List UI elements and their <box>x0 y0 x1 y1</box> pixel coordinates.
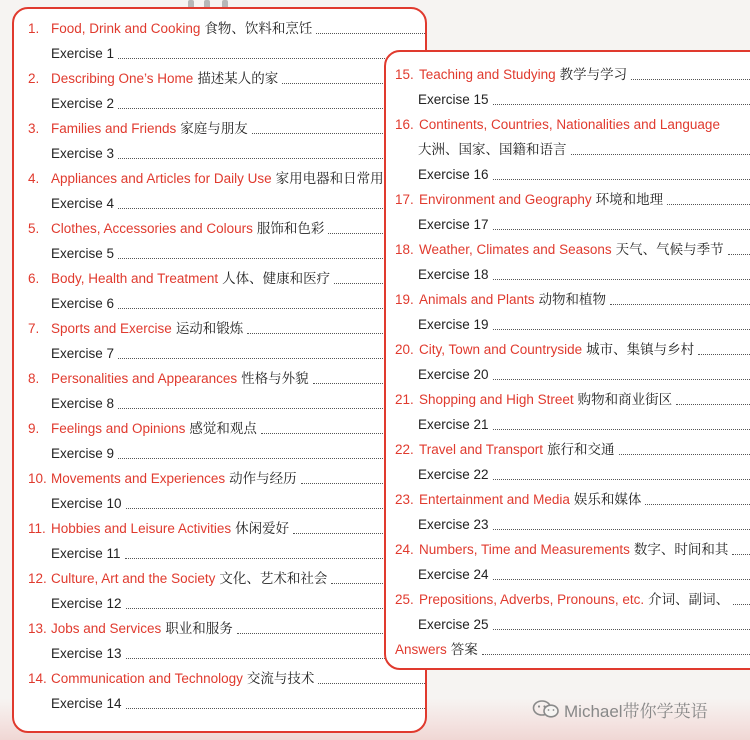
exercise-label: Exercise 24 <box>418 567 489 582</box>
leader-dots <box>733 603 750 605</box>
chapter-number: 23. <box>395 492 414 507</box>
toc-exercise-entry[interactable] <box>14 291 425 316</box>
leader-dots <box>728 253 750 255</box>
chapter-title-zh: 天气、气候与季节 <box>615 242 724 257</box>
chapter-number: 14. <box>28 671 47 686</box>
exercise-label: Exercise 13 <box>51 646 122 661</box>
leader-dots <box>493 378 750 380</box>
toc-exercise-entry[interactable] <box>14 691 425 716</box>
toc-entry[interactable] <box>386 62 750 87</box>
exercise-label: Exercise 3 <box>51 146 115 161</box>
toc-exercise-entry[interactable] <box>386 212 750 237</box>
exercise-label: Exercise 14 <box>51 696 122 711</box>
chapter-title: Feelings and Opinions <box>51 421 186 436</box>
chapter-title: Families and Friends <box>51 121 177 136</box>
toc-exercise-entry[interactable] <box>14 641 425 666</box>
leader-dots <box>118 457 425 459</box>
toc-exercise-entry[interactable] <box>14 341 425 366</box>
toc-exercise-entry[interactable] <box>14 441 425 466</box>
chapter-title: Movements and Experiences <box>51 471 226 486</box>
leader-dots <box>493 578 750 580</box>
chapter-title: Environment and Geography <box>419 192 592 207</box>
toc-entry[interactable] <box>14 316 425 341</box>
toc-entry[interactable] <box>386 187 750 212</box>
toc-entry[interactable] <box>14 616 425 641</box>
leader-dots <box>732 553 750 555</box>
exercise-label: Exercise 19 <box>418 317 489 332</box>
leader-dots <box>126 507 425 509</box>
chapter-title-zh: 交流与技术 <box>246 671 315 686</box>
toc-exercise-entry[interactable] <box>14 541 425 566</box>
chapter-title: Culture, Art and the Society <box>51 571 216 586</box>
chapter-number: 1. <box>28 21 40 36</box>
chapter-title: Teaching and Studying <box>419 67 556 82</box>
leader-dots <box>316 32 425 34</box>
leader-dots <box>493 528 750 530</box>
exercise-label: Exercise 12 <box>51 596 122 611</box>
chapter-number: 2. <box>28 71 40 86</box>
chapter-number: 21. <box>395 392 414 407</box>
toc-page-left <box>12 7 427 733</box>
toc-exercise-entry[interactable] <box>386 562 750 587</box>
chapter-number: 13. <box>28 621 47 636</box>
leader-dots <box>493 178 750 180</box>
toc-entry[interactable] <box>14 166 425 191</box>
leader-dots <box>619 453 750 455</box>
leader-dots <box>318 682 425 684</box>
toc-exercise-entry[interactable] <box>386 512 750 537</box>
toc-exercise-entry[interactable] <box>386 412 750 437</box>
leader-dots <box>118 107 425 109</box>
toc-exercise-entry[interactable] <box>386 262 750 287</box>
toc-entry[interactable] <box>14 16 425 41</box>
leader-dots <box>645 503 750 505</box>
toc-entry[interactable] <box>386 387 750 412</box>
exercise-label: Exercise 23 <box>418 517 489 532</box>
chapter-title: Weather, Climates and Seasons <box>419 242 612 257</box>
chapter-number: 18. <box>395 242 414 257</box>
toc-exercise-entry[interactable] <box>14 591 425 616</box>
chapter-title: Personalities and Appearances <box>51 371 238 386</box>
chapter-title: Clothes, Accessories and Colours <box>51 221 253 236</box>
chapter-title: Describing One’s Home <box>51 71 194 86</box>
toc-entry[interactable] <box>386 287 750 312</box>
chapter-title-zh: 食物、饮料和烹饪 <box>204 21 313 36</box>
exercise-label: Exercise 6 <box>51 296 115 311</box>
chapter-title: Numbers, Time and Measurements <box>419 542 630 557</box>
leader-dots <box>118 407 425 409</box>
leader-dots <box>493 428 750 430</box>
chapter-number: 4. <box>28 171 40 186</box>
exercise-label: Exercise 22 <box>418 467 489 482</box>
toc-exercise-entry[interactable] <box>386 87 750 112</box>
chapter-title: Body, Health and Treatment <box>51 271 219 286</box>
toc-entry[interactable] <box>14 466 425 491</box>
toc-exercise-entry[interactable] <box>14 241 425 266</box>
chapter-title: Continents, Countries, Nationalities and Language <box>419 117 720 132</box>
toc-entry[interactable] <box>14 216 425 241</box>
exercise-label: Exercise 9 <box>51 446 115 461</box>
answers-title: Answers <box>395 642 447 657</box>
leader-dots <box>571 153 750 155</box>
chapter-title-zh: 感觉和观点 <box>189 421 257 436</box>
toc-exercise-entry[interactable] <box>14 391 425 416</box>
chapter-title: Appliances and Articles for Daily Use <box>51 171 272 186</box>
answers-title-zh: 答案 <box>450 642 478 657</box>
toc-entry[interactable] <box>386 537 750 562</box>
chapter-title: Shopping and High Street <box>419 392 574 407</box>
chapter-title: Communication and Technology <box>51 671 243 686</box>
chapter-title-zh: 描述某人的家 <box>197 71 279 86</box>
toc-exercise-entry[interactable] <box>14 191 425 216</box>
toc-entry[interactable] <box>14 266 425 291</box>
chapter-title-zh: 介词、副词、 <box>648 592 730 607</box>
leader-dots <box>482 653 750 655</box>
chapter-title: Travel and Transport <box>419 442 544 457</box>
exercise-label: Exercise 7 <box>51 346 115 361</box>
chapter-number: 16. <box>395 117 414 132</box>
chapter-title-zh: 人体、健康和医疗 <box>222 271 331 286</box>
exercise-label: Exercise 15 <box>418 92 489 107</box>
chapter-number: 11. <box>28 521 46 536</box>
leader-dots <box>118 157 425 159</box>
exercise-label: Exercise 4 <box>51 196 115 211</box>
leader-dots <box>126 707 425 709</box>
chapter-number: 20. <box>395 342 414 357</box>
chapter-number: 7. <box>28 321 40 336</box>
exercise-label: Exercise 5 <box>51 246 115 261</box>
chapter-number: 22. <box>395 442 414 457</box>
leader-dots <box>676 403 750 405</box>
chapter-number: 19. <box>395 292 414 307</box>
chapter-title: Sports and Exercise <box>51 321 172 336</box>
leader-dots <box>698 353 750 355</box>
toc-exercise-entry[interactable] <box>14 141 425 166</box>
chapter-title-zh: 家庭与朋友 <box>180 121 248 136</box>
exercise-label: Exercise 25 <box>418 617 489 632</box>
chapter-number: 15. <box>395 67 414 82</box>
chapter-title-zh: 性格与外貌 <box>241 371 309 386</box>
toc-exercise-entry[interactable] <box>386 612 750 637</box>
toc-entry[interactable] <box>386 112 750 137</box>
leader-dots <box>493 278 750 280</box>
chapter-title-zh: 文化、艺术和社会 <box>219 571 328 586</box>
exercise-label: Exercise 16 <box>418 167 489 182</box>
exercise-label: Exercise 10 <box>51 496 122 511</box>
watermark-text: Michael带你学英语 <box>564 701 708 721</box>
chapter-title: Entertainment and Media <box>419 492 570 507</box>
chapter-number: 12. <box>28 571 47 586</box>
toc-answers-entry[interactable] <box>386 637 750 662</box>
chapter-title-zh: 城市、集镇与乡村 <box>586 342 695 357</box>
chapter-title: Hobbies and Leisure Activities <box>51 521 232 536</box>
toc-exercise-entry[interactable] <box>386 462 750 487</box>
leader-dots <box>125 557 425 559</box>
leader-dots <box>631 78 750 80</box>
toc-page-right <box>384 50 750 670</box>
chapter-number: 9. <box>28 421 40 436</box>
exercise-label: Exercise 2 <box>51 96 115 111</box>
leader-dots <box>118 257 425 259</box>
exercise-label: Exercise 18 <box>418 267 489 282</box>
chapter-title: Jobs and Services <box>51 621 162 636</box>
chapter-title-zh: 休闲爱好 <box>235 521 290 536</box>
chapter-number: 6. <box>28 271 40 286</box>
chapter-title-zh: 娱乐和媒体 <box>573 492 642 507</box>
leader-dots <box>493 628 750 630</box>
leader-dots <box>118 357 425 359</box>
chapter-number: 25. <box>395 592 414 607</box>
chapter-title-zh: 动物和植物 <box>538 292 607 307</box>
toc-exercise-entry[interactable] <box>14 491 425 516</box>
chapter-title-zh: 旅行和交通 <box>547 442 615 457</box>
watermark <box>532 697 708 721</box>
toc-entry[interactable] <box>14 566 425 591</box>
toc-entry[interactable] <box>386 337 750 362</box>
leader-dots <box>118 207 425 209</box>
leader-dots <box>126 657 425 659</box>
toc-exercise-entry[interactable] <box>386 162 750 187</box>
chapter-number: 5. <box>28 221 40 236</box>
chapter-number: 17. <box>395 192 414 207</box>
toc-entry[interactable] <box>386 487 750 512</box>
leader-dots <box>667 203 750 205</box>
toc-entry[interactable] <box>386 437 750 462</box>
exercise-label: Exercise 11 <box>51 546 121 561</box>
chapter-title-zh: 环境和地理 <box>595 192 664 207</box>
leader-dots <box>493 328 750 330</box>
chapter-number: 24. <box>395 542 414 557</box>
toc-exercise-entry[interactable] <box>386 312 750 337</box>
chapter-title: City, Town and Countryside <box>419 342 583 357</box>
exercise-label: Exercise 8 <box>51 396 115 411</box>
exercise-label: Exercise 17 <box>418 217 489 232</box>
toc-entry[interactable] <box>14 116 425 141</box>
exercise-label: Exercise 21 <box>418 417 489 432</box>
chapter-title-zh: 职业和服务 <box>165 621 233 636</box>
chapter-title: Prepositions, Adverbs, Pronouns, etc. <box>419 592 645 607</box>
exercise-label: Exercise 20 <box>418 367 489 382</box>
chapter-number: 10. <box>28 471 47 486</box>
toc-entry[interactable] <box>386 587 750 612</box>
leader-dots <box>610 303 750 305</box>
toc-entry[interactable] <box>14 366 425 391</box>
leader-dots <box>493 228 750 230</box>
toc-entry[interactable] <box>14 516 425 541</box>
toc-exercise-entry[interactable] <box>14 91 425 116</box>
chapter-title: Food, Drink and Cooking <box>51 21 201 36</box>
toc-entry-continued[interactable] <box>386 137 750 162</box>
chapter-title-zh: 运动和锻炼 <box>175 321 244 336</box>
chapter-title-zh: 动作与经历 <box>229 471 297 486</box>
chapter-title-zh: 购物和商业街区 <box>577 392 673 407</box>
chapter-number: 3. <box>28 121 40 136</box>
leader-dots <box>118 57 425 59</box>
chapter-number: 8. <box>28 371 40 386</box>
toc-entry[interactable] <box>14 66 425 91</box>
chapter-title-zh: 大洲、国家、国籍和语言 <box>418 142 567 157</box>
toc-exercise-entry[interactable] <box>14 41 425 66</box>
toc-entry[interactable] <box>14 416 425 441</box>
chapter-title-zh: 服饰和色彩 <box>256 221 325 236</box>
toc-entry[interactable] <box>14 666 425 691</box>
leader-dots <box>118 307 425 309</box>
chapter-title-zh: 教学与学习 <box>559 67 628 82</box>
leader-dots <box>493 478 750 480</box>
toc-exercise-entry[interactable] <box>386 362 750 387</box>
chapter-title: Animals and Plants <box>419 292 535 307</box>
leader-dots <box>493 103 750 105</box>
chapter-title-zh: 数字、时间和其 <box>633 542 729 557</box>
chapter-title-zh: 家用电器和日常用 <box>275 171 384 186</box>
toc-entry[interactable] <box>386 237 750 262</box>
exercise-label: Exercise 1 <box>51 46 115 61</box>
leader-dots <box>126 607 425 609</box>
wechat-icon <box>532 699 560 719</box>
